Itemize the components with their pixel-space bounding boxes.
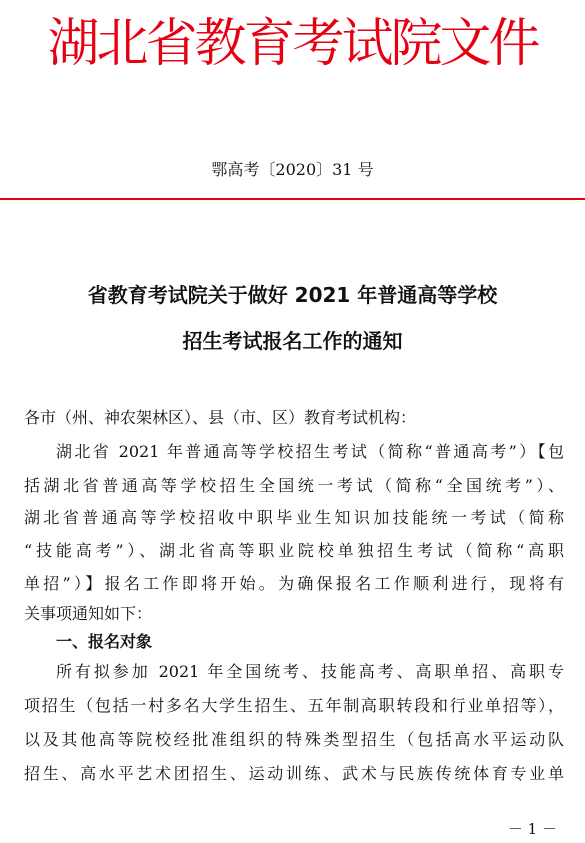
paragraph-1-line-5: 单招”）】报名工作即将开始。为确保报名工作顺利进行，现将有 (24, 574, 564, 593)
document-title-line-1: 省教育考试院关于做好 2021 年普通高等学校 (87, 283, 498, 307)
paragraph-2-line-3: 以及其他高等院校经批准组织的特殊类型招生（包括高水平运动队 (24, 730, 564, 749)
section-1-heading: 一、报名对象 (56, 632, 153, 651)
paragraph-2-line-2: 项招生（包括一村多名大学生招生、五年制高职转段和行业单招等）， (24, 696, 564, 715)
salutation: 各市（州、神农架林区）、县（市、区）教育考试机构： (24, 408, 417, 427)
document-title-line-2: 招生考试报名工作的通知 (182, 329, 403, 353)
paragraph-1-line-2: 括湖北省普通高等学校招生全国统一考试（简称“全国统考”）、 (24, 476, 564, 495)
page-number: － 1 － (507, 820, 557, 838)
paragraph-1-line-6: 关事项通知如下： (24, 604, 153, 623)
issuer-header-title: 湖北省教育考试院文件 (47, 14, 538, 74)
paragraph-2-line-4: 招生、高水平艺术团招生、运动训练、武术与民族传统体育专业单 (24, 764, 564, 783)
red-divider-line (0, 198, 585, 200)
paragraph-1-line-3: 湖北省普通高等学校招收中职毕业生知识加技能统一考试（简称 (24, 508, 564, 527)
paragraph-2-line-1: 所有拟参加 2021 年全国统考、技能高考、高职单招、高职专 (56, 662, 564, 681)
paragraph-1-line-1: 湖北省 2021 年普通高等学校招生考试（简称“普通高考”）【包 (56, 442, 564, 461)
paragraph-1-line-4: “技能高考”）、湖北省高等职业院校单独招生考试（简称“高职 (24, 541, 564, 560)
document-number: 鄂高考〔2020〕31 号 (211, 160, 374, 179)
